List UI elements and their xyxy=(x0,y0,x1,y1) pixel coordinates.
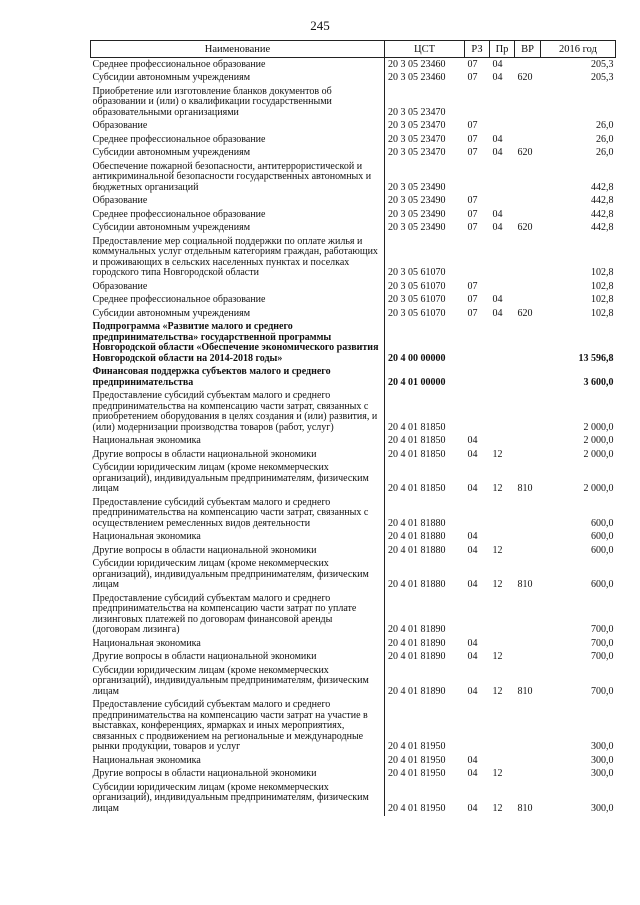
cell-pr xyxy=(490,235,515,280)
cell-name: Национальная экономика xyxy=(92,637,201,649)
cell-rz: 04 xyxy=(467,544,478,556)
cell-cst: 20 4 01 81850 xyxy=(385,448,465,462)
cell-name: Предоставление субсидий субъектам малого и среднего предпринимательства на компенсацию части затрат на участие в выставках, конференциях, ярмарках и иных мероприятиях, связанных с продвижением на региональные и международные рынки продукции, товаров и услуг xyxy=(92,699,368,752)
cell-cst: 20 4 01 81950 xyxy=(385,768,465,782)
cell-pr: 04 xyxy=(492,222,503,233)
cell-cst: 20 3 05 23490 xyxy=(385,208,465,222)
cell-sum: 442,8 xyxy=(591,208,614,220)
cell-vr: 620 xyxy=(517,72,533,83)
cell-name: Подпрограмма «Развитие малого и среднего предпринимательства» государственной программы Новгородской области «Обеспечение экономического развития Новгородской области на 2014-2018 годы» xyxy=(92,321,379,364)
table-row xyxy=(91,321,616,366)
cell-name: Субсидии юридическим лицам (кроме некоммерческих организаций), индивидуальным предпринимателям, физическим лицам xyxy=(92,558,369,590)
cell-rz: 04 xyxy=(467,435,478,446)
cell-sum: 26,0 xyxy=(596,147,614,158)
cell-sum: 300,0 xyxy=(591,754,614,766)
cell-pr xyxy=(490,435,515,449)
cell-name: Среднее профессиональное образование xyxy=(92,58,266,70)
cell-cst: 20 3 05 23490 xyxy=(385,195,465,209)
table-row xyxy=(91,133,616,147)
cell-name: Субсидии юридическим лицам (кроме некоммерческих организаций), индивидуальным предпринимателям, физическим лицам xyxy=(92,781,369,814)
cell-name: Национальная экономика xyxy=(92,754,201,766)
cell-sum: 102,8 xyxy=(591,294,614,305)
cell-vr: 810 xyxy=(517,802,533,814)
page-number: 245 xyxy=(310,18,330,33)
cell-pr: 12 xyxy=(492,802,503,814)
table-row xyxy=(91,120,616,134)
cell-rz xyxy=(465,592,490,637)
cell-vr xyxy=(515,754,541,768)
column-header-cst: ЦСТ xyxy=(385,41,465,58)
cell-rz xyxy=(465,390,490,435)
cell-vr xyxy=(515,768,541,782)
cell-sum: 2 000,0 xyxy=(583,483,614,494)
table-row xyxy=(91,531,616,545)
cell-vr xyxy=(515,390,541,435)
cell-rz: 07 xyxy=(467,120,478,131)
table-row xyxy=(91,235,616,280)
budget-table xyxy=(90,40,616,816)
cell-sum: 700,0 xyxy=(591,624,614,635)
cell-rz: 04 xyxy=(467,531,478,542)
cell-vr xyxy=(515,496,541,531)
cell-cst: 20 4 01 81880 xyxy=(385,496,465,531)
cell-sum: 600,0 xyxy=(591,579,614,590)
cell-rz: 07 xyxy=(467,195,478,206)
cell-cst: 20 3 05 61070 xyxy=(385,235,465,280)
table-row xyxy=(91,390,616,435)
cell-name: Субсидии юридическим лицам (кроме некоммерческих организаций), индивидуальным предпринимателям, физическим лицам xyxy=(92,462,369,494)
cell-name: Субсидии автономным учреждениям xyxy=(92,307,251,319)
cell-sum: 700,0 xyxy=(591,685,614,697)
cell-rz: 04 xyxy=(467,579,478,590)
table-row xyxy=(91,294,616,308)
column-header-pr: Пр xyxy=(490,41,515,58)
cell-cst: 20 4 01 81890 xyxy=(385,637,465,651)
table-row xyxy=(91,208,616,222)
cell-name: Обеспечение пожарной безопасности, антитеррористической и антикриминальной безопасности государственных автономных и бюджетных организаций xyxy=(92,160,372,193)
cell-rz: 07 xyxy=(467,294,478,305)
cell-vr xyxy=(515,637,541,651)
cell-cst: 20 4 01 81850 xyxy=(385,462,465,497)
cell-sum: 442,8 xyxy=(591,181,614,193)
cell-cst: 20 3 05 23460 xyxy=(385,58,465,72)
table-row xyxy=(91,544,616,558)
cell-pr xyxy=(490,754,515,768)
cell-pr xyxy=(490,637,515,651)
cell-pr xyxy=(490,280,515,294)
cell-pr: 12 xyxy=(492,685,503,697)
cell-rz: 07 xyxy=(467,307,478,319)
cell-sum: 442,8 xyxy=(591,222,614,233)
cell-cst: 20 3 05 23490 xyxy=(385,222,465,236)
cell-vr xyxy=(515,592,541,637)
cell-cst: 20 4 01 81880 xyxy=(385,558,465,593)
cell-name: Среднее профессиональное образование xyxy=(92,208,266,220)
cell-rz xyxy=(465,366,490,390)
cell-cst: 20 3 05 23470 xyxy=(385,120,465,134)
cell-rz xyxy=(465,321,490,366)
cell-pr: 12 xyxy=(492,651,503,662)
cell-pr: 12 xyxy=(492,483,503,494)
cell-sum: 205,3 xyxy=(591,58,614,70)
table-row xyxy=(91,651,616,665)
table-row xyxy=(91,280,616,294)
cell-pr: 04 xyxy=(492,72,503,83)
cell-name: Субсидии автономным учреждениям xyxy=(92,147,251,158)
cell-name: Среднее профессиональное образование xyxy=(92,133,266,145)
table-row xyxy=(91,637,616,651)
cell-vr xyxy=(515,366,541,390)
cell-rz: 04 xyxy=(467,685,478,697)
cell-pr xyxy=(490,321,515,366)
cell-pr xyxy=(490,195,515,209)
cell-name: Предоставление субсидий субъектам малого и среднего предпринимательства на компенсацию части затрат, связанных с осуществлением ремесленных видов деятельности xyxy=(92,496,369,529)
table-body xyxy=(91,58,616,816)
cell-cst: 20 4 01 81890 xyxy=(385,651,465,665)
table-row xyxy=(91,768,616,782)
table-row xyxy=(91,781,616,816)
table-row xyxy=(91,754,616,768)
cell-rz: 04 xyxy=(467,768,478,779)
cell-cst: 20 3 05 23470 xyxy=(385,85,465,120)
cell-cst: 20 4 01 81890 xyxy=(385,592,465,637)
cell-sum: 2 000,0 xyxy=(583,421,614,433)
cell-name: Другие вопросы в области национальной экономики xyxy=(92,651,317,662)
cell-sum: 300,0 xyxy=(591,802,614,814)
cell-vr xyxy=(515,85,541,120)
cell-sum: 700,0 xyxy=(591,637,614,649)
cell-sum: 205,3 xyxy=(591,72,614,83)
table-row xyxy=(91,448,616,462)
cell-rz: 04 xyxy=(467,651,478,662)
table-row xyxy=(91,222,616,236)
cell-sum: 300,0 xyxy=(591,741,614,752)
cell-pr: 04 xyxy=(492,147,503,158)
table-row xyxy=(91,558,616,593)
cell-name: Образование xyxy=(92,280,148,292)
cell-pr: 12 xyxy=(492,544,503,556)
cell-name: Субсидии автономным учреждениям xyxy=(92,222,251,233)
table-row xyxy=(91,435,616,449)
cell-vr xyxy=(515,280,541,294)
cell-sum: 600,0 xyxy=(591,544,614,556)
cell-pr: 04 xyxy=(492,294,503,305)
cell-rz: 04 xyxy=(467,802,478,814)
cell-sum xyxy=(541,85,616,120)
cell-vr xyxy=(515,133,541,147)
cell-vr: 810 xyxy=(517,685,533,697)
cell-cst: 20 4 01 81950 xyxy=(385,699,465,755)
cell-sum: 13 596,8 xyxy=(578,352,614,364)
cell-pr: 04 xyxy=(492,307,503,319)
cell-vr: 620 xyxy=(517,307,533,319)
cell-pr: 04 xyxy=(492,208,503,220)
table-row xyxy=(91,592,616,637)
table-row xyxy=(91,147,616,161)
cell-vr xyxy=(515,294,541,308)
cell-rz: 07 xyxy=(467,72,478,83)
cell-pr: 12 xyxy=(492,768,503,779)
cell-sum: 3 600,0 xyxy=(583,376,614,388)
table-row xyxy=(91,307,616,321)
cell-cst: 20 4 01 81950 xyxy=(385,781,465,816)
cell-rz xyxy=(465,699,490,755)
cell-pr xyxy=(490,531,515,545)
cell-vr: 810 xyxy=(517,483,533,494)
cell-pr: 12 xyxy=(492,448,503,460)
cell-name: Другие вопросы в области национальной экономики xyxy=(92,768,317,779)
cell-rz xyxy=(465,235,490,280)
cell-rz: 07 xyxy=(467,147,478,158)
cell-vr xyxy=(515,160,541,195)
cell-cst: 20 4 01 81890 xyxy=(385,664,465,699)
cell-name: Другие вопросы в области национальной экономики xyxy=(92,448,317,460)
cell-sum: 600,0 xyxy=(591,531,614,542)
cell-rz: 04 xyxy=(467,637,478,649)
cell-name: Предоставление субсидий субъектам малого и среднего предпринимательства на компенсацию части затрат, связанных с приобретением оборудования в целях создания и (или) развития, и (или) модернизации производства товаров (работ, услуг) xyxy=(92,390,378,433)
cell-name: Финансовая поддержка субъектов малого и среднего предпринимательства xyxy=(92,366,331,388)
cell-rz xyxy=(465,160,490,195)
cell-vr xyxy=(515,544,541,558)
cell-rz xyxy=(465,496,490,531)
cell-sum: 600,0 xyxy=(591,517,614,529)
cell-name: Образование xyxy=(92,195,148,206)
cell-rz: 07 xyxy=(467,133,478,145)
cell-cst: 20 3 05 23470 xyxy=(385,147,465,161)
cell-name: Национальная экономика xyxy=(92,435,201,446)
cell-cst: 20 4 01 81950 xyxy=(385,754,465,768)
cell-rz: 04 xyxy=(467,448,478,460)
cell-cst: 20 4 01 81880 xyxy=(385,531,465,545)
cell-sum: 300,0 xyxy=(591,768,614,779)
cell-pr: 04 xyxy=(492,58,503,70)
cell-pr xyxy=(490,366,515,390)
cell-pr xyxy=(490,699,515,755)
cell-cst: 20 3 05 61070 xyxy=(385,280,465,294)
cell-pr xyxy=(490,496,515,531)
cell-cst: 20 3 05 61070 xyxy=(385,307,465,321)
cell-pr: 04 xyxy=(492,133,503,145)
table-row xyxy=(91,366,616,390)
column-header-year: 2016 год xyxy=(541,41,616,58)
cell-pr xyxy=(490,160,515,195)
cell-cst: 20 4 01 81880 xyxy=(385,544,465,558)
cell-pr: 12 xyxy=(492,579,503,590)
table-row xyxy=(91,496,616,531)
cell-name: Национальная экономика xyxy=(92,531,201,542)
table-row xyxy=(91,699,616,755)
cell-name: Образование xyxy=(92,120,148,131)
column-header-vr: ВР xyxy=(515,41,541,58)
column-header-name: Наименование xyxy=(91,41,385,58)
cell-name: Приобретение или изготовление бланков документов об образовании и (или) о квалификации государственными образовательными организациями xyxy=(92,85,332,118)
cell-sum: 2 000,0 xyxy=(583,435,614,446)
cell-cst: 20 4 01 81850 xyxy=(385,390,465,435)
cell-cst: 20 4 00 00000 xyxy=(385,321,465,366)
cell-rz: 07 xyxy=(467,58,478,70)
table-row xyxy=(91,195,616,209)
cell-vr xyxy=(515,120,541,134)
cell-name: Другие вопросы в области национальной экономики xyxy=(92,544,317,556)
cell-vr xyxy=(515,208,541,222)
cell-vr xyxy=(515,195,541,209)
cell-vr xyxy=(515,58,541,72)
cell-pr xyxy=(490,592,515,637)
table-row xyxy=(91,85,616,120)
cell-name: Предоставление мер социальной поддержки по оплате жилья и коммунальных услуг отдельным категориям граждан, работающих и проживающих в сельских населенных пунктах и поселках городского типа Новгородской области xyxy=(92,235,378,278)
cell-vr: 620 xyxy=(517,222,533,233)
cell-sum: 26,0 xyxy=(596,133,614,145)
cell-sum: 2 000,0 xyxy=(583,448,614,460)
cell-rz xyxy=(465,85,490,120)
cell-sum: 102,8 xyxy=(591,280,614,292)
cell-pr xyxy=(490,120,515,134)
cell-pr xyxy=(490,85,515,120)
cell-vr: 810 xyxy=(517,579,533,590)
cell-rz: 04 xyxy=(467,754,478,766)
column-header-rz: РЗ xyxy=(465,41,490,58)
cell-sum: 102,8 xyxy=(591,307,614,319)
cell-pr xyxy=(490,390,515,435)
cell-rz: 07 xyxy=(467,208,478,220)
table-row xyxy=(91,72,616,86)
table-row xyxy=(91,664,616,699)
cell-rz: 07 xyxy=(467,222,478,233)
cell-sum: 442,8 xyxy=(591,195,614,206)
table-row xyxy=(91,58,616,72)
cell-cst: 20 3 05 23490 xyxy=(385,160,465,195)
cell-rz: 04 xyxy=(467,483,478,494)
cell-vr: 620 xyxy=(517,147,533,158)
cell-vr xyxy=(515,531,541,545)
cell-cst: 20 4 01 81850 xyxy=(385,435,465,449)
cell-cst: 20 3 05 23470 xyxy=(385,133,465,147)
cell-cst: 20 3 05 61070 xyxy=(385,294,465,308)
cell-vr xyxy=(515,651,541,665)
table-header-row xyxy=(91,41,616,58)
cell-name: Предоставление субсидий субъектам малого и среднего предпринимательства на компенсацию части затрат по уплате лизинговых платежей по договорам финансовой аренды (договорам лизинга) xyxy=(92,592,357,635)
cell-vr xyxy=(515,448,541,462)
cell-sum: 102,8 xyxy=(591,267,614,278)
table-row xyxy=(91,160,616,195)
cell-vr xyxy=(515,321,541,366)
cell-cst: 20 3 05 23460 xyxy=(385,72,465,86)
cell-vr xyxy=(515,235,541,280)
cell-vr xyxy=(515,699,541,755)
cell-sum: 700,0 xyxy=(591,651,614,662)
cell-sum: 26,0 xyxy=(596,120,614,131)
cell-cst: 20 4 01 00000 xyxy=(385,366,465,390)
cell-rz: 07 xyxy=(467,280,478,292)
cell-name: Субсидии юридическим лицам (кроме некоммерческих организаций), индивидуальным предпринимателям, физическим лицам xyxy=(92,664,369,697)
cell-name: Субсидии автономным учреждениям xyxy=(92,72,251,83)
cell-name: Среднее профессиональное образование xyxy=(92,294,266,305)
cell-vr xyxy=(515,435,541,449)
table-row xyxy=(91,462,616,497)
